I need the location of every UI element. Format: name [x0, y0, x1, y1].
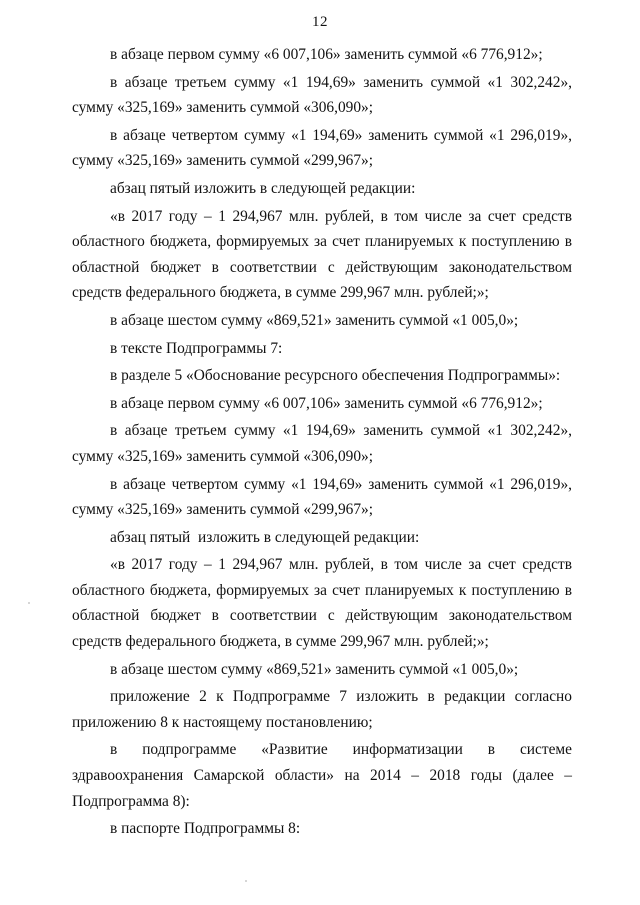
- paragraph-15: приложение 2 к Подпрограмме 7 изложить в редакции согласно приложению 8 к настоящему постановлению;: [72, 688, 572, 731]
- paragraph-14: в абзаце шестом сумму «869,521» заменить суммой «1 005,0»;: [110, 660, 519, 678]
- paragraph-10: в абзаце третьем сумму «1 194,69» заменить суммой «1 302,242», сумму «325,169» заменить суммой «306,090»;: [72, 422, 572, 465]
- paragraph-11: в абзаце четвертом сумму «1 194,69» заменить суммой «1 296,019», сумму «325,169» заменить суммой «299,967»;: [72, 475, 572, 519]
- scan-speck: [28, 602, 30, 604]
- page-number: 12: [312, 14, 328, 30]
- paragraph-7: в тексте Подпрограммы 7:: [110, 339, 283, 357]
- paragraph-5-quote: «в 2017 году – 1 294,967 млн. рублей, в том числе за счет средств областного бюджета, формируемых за счет планируемых к поступлению в областной бюджет в соответствии с действующим законодательством средств федерального бюджета, в сумме 299,967 млн. рублей;»;: [72, 207, 572, 302]
- paragraph-17: в паспорте Подпрограммы 8:: [110, 820, 301, 838]
- paragraph-12: абзац пятый изложить в следующей редакции:: [110, 528, 420, 546]
- paragraph-2: в абзаце третьем сумму «1 194,69» заменить суммой «1 302,242», сумму «325,169» заменить суммой «306,090»;: [72, 73, 572, 117]
- document-body: [72, 42, 572, 842]
- paragraph-4: абзац пятый изложить в следующей редакции:: [110, 179, 416, 197]
- paragraph-9: в абзаце первом сумму «6 007,106» заменить суммой «6 776,912»;: [110, 394, 543, 412]
- paragraph-6: в абзаце шестом сумму «869,521» заменить суммой «1 005,0»;: [110, 311, 519, 329]
- paragraph-13-quote: «в 2017 году – 1 294,967 млн. рублей, в том числе за счет средств областного бюджета, формируемых за счет планируемых к поступлению в областной бюджет в соответствии с действующим законодательством средств федерального бюджета, в сумме 299,967 млн. рублей;»;: [72, 556, 572, 651]
- paragraph-16: в подпрограмме «Развитие информатизации в системе здравоохранения Самарской области» на 2014 – 2018 годы (далее – Подпрограмма 8):: [72, 741, 572, 810]
- scan-speck: [245, 880, 247, 882]
- paragraph-1: в абзаце первом сумму «6 007,106» заменить суммой «6 776,912»;: [110, 46, 543, 63]
- paragraph-3: в абзаце четвертом сумму «1 194,69» заменить суммой «1 296,019», сумму «325,169» заменить суммой «299,967»;: [72, 126, 572, 170]
- paragraph-8: в разделе 5 «Обоснование ресурсного обеспечения Подпрограммы»:: [110, 367, 561, 385]
